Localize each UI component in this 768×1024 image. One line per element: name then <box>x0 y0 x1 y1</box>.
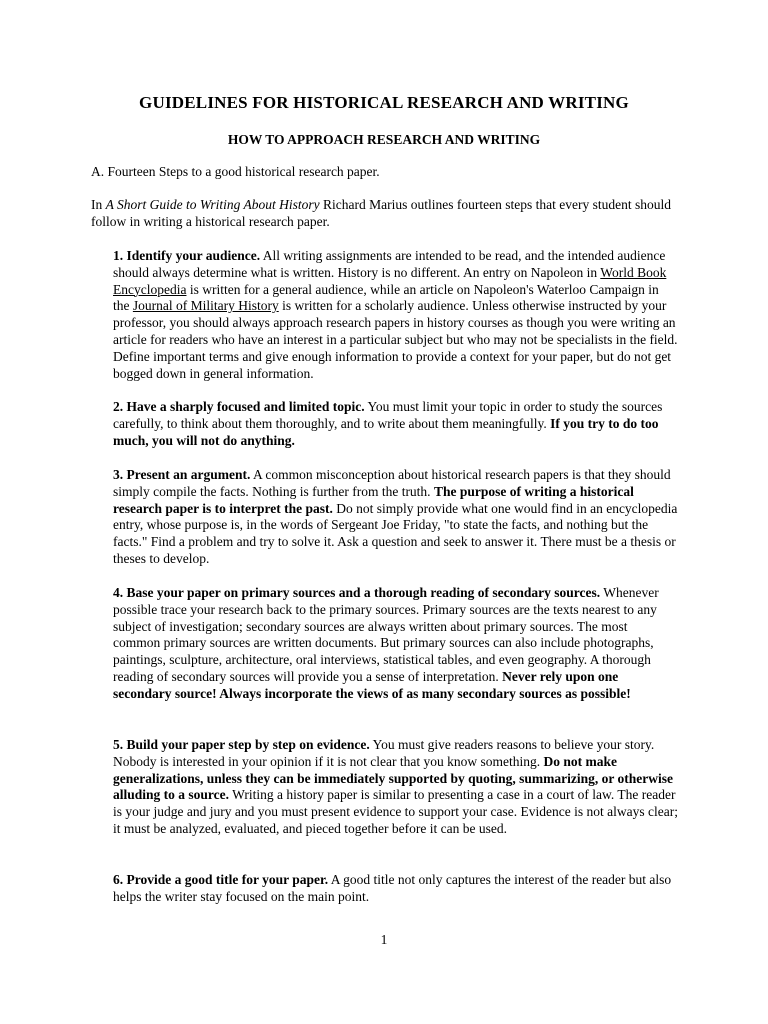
intro-prefix: In <box>91 197 106 212</box>
document-subtitle: HOW TO APPROACH RESEARCH AND WRITING <box>227 132 541 147</box>
step-1-heading: 1. Identify your audience. <box>113 248 261 263</box>
step-4-paragraph <box>113 585 678 703</box>
step-4-emphasis: Never rely upon one secondary source! Always incorporate the views of as many secondary sources as possible! <box>113 668 631 701</box>
step-6-heading: 6. Provide a good title for your paper. <box>113 872 329 887</box>
book-title: A Short Guide to Writing About History <box>105 197 320 212</box>
intro-paragraph <box>91 197 681 231</box>
step-4-text-1: Whenever possible trace your research back to the primary sources. Primary sources are the texts nearest to any subject of investigation; secondary sources are always written about primary sources. The most common primary sources are written documents. But primary sources can also include photographs, paintings, sculpture, architecture, oral interviews, statistical tables, and even geography. A thorough reading of secondary sources will provide you a sense of interpretation. <box>113 585 659 684</box>
step-1-text-1: All writing assignments are intended to be read, and the intended audience should always determine what is written. History is no different. An entry on Napoleon in <box>113 248 666 280</box>
step-2-heading: 2. Have a sharply focused and limited topic. <box>113 399 365 414</box>
step-3-heading: 3. Present an argument. <box>113 467 251 482</box>
document-title: GUIDELINES FOR HISTORICAL RESEARCH AND WRITING <box>139 93 629 112</box>
step-3-paragraph <box>113 467 678 568</box>
step-1-text-3: is written for a scholarly audience. Unless otherwise instructed by your professor, you should always approach research papers in history courses as though you were writing an article for readers who have an interest in a particular subject but who may not be specialists in the field. Define important terms and give enough information to provide a context for your paper, but do not get bogged down in general information. <box>113 298 678 381</box>
step-1-reference-2: Journal of Military History <box>132 298 279 314</box>
step-5-paragraph <box>113 737 678 838</box>
step-2-paragraph <box>113 399 678 449</box>
step-3-text-2: Do not simply provide what one would find in an encyclopedia entry, whose purpose is, in the words of Sergeant Joe Friday, "to state the facts, and nothing but the facts." Find a problem and try to solve it. Ask a question and seek to answer it. There must be a thesis or theses to develop. <box>113 500 678 566</box>
section-a-heading: A. Fourteen Steps to a good historical research paper. <box>91 164 380 179</box>
step-3-emphasis: The purpose of writing a historical research paper is to interpret the past. <box>113 483 634 516</box>
step-1-paragraph <box>113 248 678 382</box>
step-5-emphasis: Do not make generalizations, unless they can be immediately supported by quoting, summarizing, or otherwise alluding to a source. <box>113 753 673 803</box>
step-1-reference-1: World Book Encyclopedia <box>113 264 667 297</box>
intro-rest: Richard Marius outlines fourteen steps that every student should follow in writing a historical research paper. <box>91 197 671 229</box>
step-1-text-2: is written for a general audience, while an article on Napoleon's Waterloo Campaign in the <box>113 281 659 314</box>
step-2-text-1: You must limit your topic in order to study the sources carefully, to think about them thoroughly, and to write about them meaningfully. <box>113 399 663 431</box>
step-6-paragraph <box>113 872 678 906</box>
step-5-text-2: Writing a history paper is similar to presenting a case in a court of law. The reader is your judge and jury and you must present evidence to support your case. Evidence is not always clear; it must be analyzed, evaluated, and pieced together before it can be used. <box>113 787 678 836</box>
step-3-text-1: A common misconception about historical research papers is that they should simply compile the facts. Nothing is further from the truth. <box>113 467 671 499</box>
step-4-heading: 4. Base your paper on primary sources and a thorough reading of secondary sources. <box>113 585 601 600</box>
page-number: 1 <box>380 932 388 947</box>
step-6-text-1: A good title not only captures the interest of the reader but also helps the writer stay focused on the main point. <box>113 872 672 904</box>
step-2-emphasis: If you try to do too much, you will not do anything. <box>113 415 659 448</box>
step-5-heading: 5. Build your paper step by step on evidence. <box>113 737 370 752</box>
step-5-text-1: You must give readers reasons to believe your story. Nobody is interested in your opinion if it is not clear that you know something. <box>113 737 655 769</box>
